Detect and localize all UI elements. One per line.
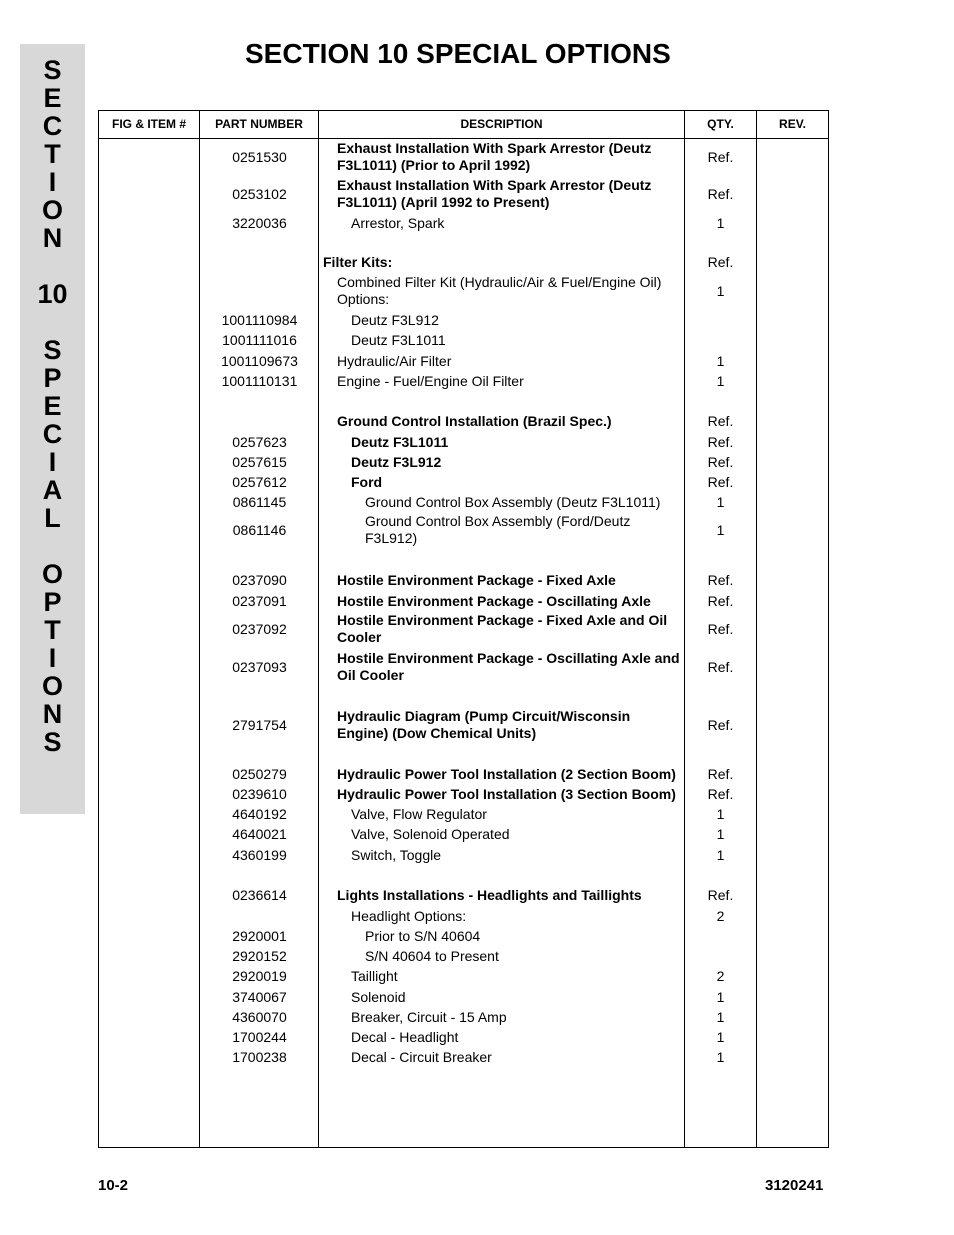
table-row [99,824,828,844]
qty-cell: 1 [716,353,725,369]
table-row [99,274,828,308]
table-row [99,591,828,611]
qty-cell: Ref. [707,149,734,165]
table-row [99,906,828,926]
side-tab-letter: I [48,643,57,673]
qty-cell: Ref. [707,717,734,733]
description-cell: Hydraulic Power Tool Installation (3 Section Boom) [337,785,676,802]
qty-cell: Ref. [707,621,734,637]
description-cell: Deutz F3L912 [351,453,442,470]
qty-cell: 1 [716,283,725,299]
side-tab-letter: S [43,335,62,365]
header-qty: QTY. [707,117,734,131]
part-number-cell: 3220036 [232,215,287,231]
qty-cell: Ref. [707,786,734,802]
part-number-cell: 2920019 [232,968,287,984]
qty-cell: 1 [716,1029,725,1045]
qty-cell: Ref. [707,454,734,470]
table-row [99,946,828,966]
description-cell: Ground Control Box Assembly (Deutz F3L1011) [365,493,661,510]
description-cell: Taillight [351,967,398,984]
description-cell: Hydraulic Power Tool Installation (2 Section Boom) [337,765,676,782]
description-cell: Ground Control Installation (Brazil Spec.) [337,412,612,429]
description-cell: Ford [351,473,383,490]
table-row [99,845,828,865]
table-row [99,987,828,1007]
part-number-cell: 2920001 [232,928,287,944]
table-row [99,649,828,685]
side-tab-letter: S [43,55,62,85]
part-number-cell: 0239610 [232,786,287,802]
part-number-cell: 0237091 [232,593,287,609]
description-cell: Exhaust Installation With Spark Arrestor (Deutz F3L1011) (April 1992 to Present) [337,177,652,210]
description-cell: Hydraulic/Air Filter [337,352,452,369]
part-number-cell: 1700238 [232,1049,287,1065]
qty-cell: Ref. [707,572,734,588]
qty-cell: Ref. [707,766,734,782]
description-cell: Exhaust Installation With Spark Arrestor (Deutz F3L1011) (Prior to April 1992) [337,140,652,173]
side-tab-letter: S [43,727,62,757]
side-tab-letter: E [43,391,62,421]
table-row [99,351,828,371]
qty-cell: Ref. [707,413,734,429]
part-number-cell: 0250279 [232,766,287,782]
table-row [99,252,828,272]
table-row [99,611,828,647]
side-tab-letter: P [43,363,62,393]
table-row [99,310,828,330]
description-cell: Hostile Environment Package - Fixed Axle [337,571,616,588]
table-row [99,432,828,452]
table-row [99,139,828,175]
header-description: DESCRIPTION [460,117,543,131]
side-tab-letter: N [42,699,63,729]
description-cell: Prior to S/N 40604 [365,927,481,944]
table-row [99,764,828,784]
description-cell: Breaker, Circuit - 15 Amp [351,1008,507,1025]
table-row [99,411,828,431]
part-number-cell: 0251530 [232,149,287,165]
description-cell: Deutz F3L1011 [351,331,446,348]
table-row [99,213,828,233]
qty-cell: Ref. [707,887,734,903]
description-cell: Hostile Environment Package - Fixed Axle and Oil Cooler [337,612,668,645]
side-tab-letter: L [44,503,61,533]
part-number-cell: 0861145 [232,494,287,510]
side-tab-letter: A [42,475,63,505]
part-number-cell: 1700244 [232,1029,287,1045]
part-number-cell: 4360199 [232,847,287,863]
part-number-cell: 3740067 [232,989,287,1005]
side-tab-letter: E [43,83,62,113]
qty-cell: 1 [716,494,725,510]
side-tab-letter: I [48,167,57,197]
page-title: SECTION 10 SPECIAL OPTIONS [245,38,671,69]
part-number-cell: 0237092 [232,621,287,637]
table-row [99,966,828,986]
table-row [99,1027,828,1047]
description-cell: Deutz F3L912 [351,311,439,328]
header-rev: REV. [779,117,806,131]
table-row [99,784,828,804]
qty-cell: Ref. [707,659,734,675]
table-row [99,330,828,350]
part-number-cell: 0257623 [232,434,287,450]
description-cell: Valve, Solenoid Operated [351,825,510,842]
table-row [99,885,828,905]
header-fig-item: FIG & ITEM # [111,117,186,131]
table-row [99,926,828,946]
side-tab-letter: T [44,615,61,645]
part-number-cell: 1001110984 [221,312,298,328]
table-row [99,472,828,492]
description-cell: Filter Kits: [323,253,393,270]
qty-cell: 1 [716,373,725,389]
qty-cell: 1 [716,847,725,863]
part-number-cell: 0236614 [232,887,287,903]
qty-cell: 2 [716,908,725,924]
description-cell: Hydraulic Diagram (Pump Circuit/Wisconsin Engine) (Dow Chemical Units) [337,708,631,741]
qty-cell: 2 [716,968,725,984]
part-number-cell: 4640192 [232,806,287,822]
document-number: 3120241 [765,1177,824,1194]
table-row [99,1007,828,1027]
qty-cell: 1 [716,1049,725,1065]
header-part-number: PART NUMBER [215,117,303,131]
qty-cell: Ref. [707,434,734,450]
part-number-cell: 2920152 [232,948,287,964]
part-number-cell: 0237090 [232,572,287,588]
side-tab-letter: 10 [37,279,68,309]
qty-cell: Ref. [707,474,734,490]
part-number-cell: 0257612 [232,474,287,490]
description-cell: Solenoid [351,988,406,1005]
qty-cell: Ref. [707,254,734,270]
part-number-cell: 0861146 [232,522,287,538]
table-row [99,707,828,743]
description-cell: Ground Control Box Assembly (Ford/Deutz F3L912) [365,513,631,546]
description-cell: Hostile Environment Package - Oscillating Axle and Oil Cooler [337,650,680,683]
side-tab-letter: N [42,223,63,253]
description-cell: Valve, Flow Regulator [351,805,487,822]
side-tab-letter: T [44,139,61,169]
description-cell: Headlight Options: [351,907,467,924]
page-number: 10-2 [98,1177,129,1194]
description-cell: S/N 40604 to Present [365,947,499,964]
side-tab-letter: O [41,559,63,589]
description-cell: Combined Filter Kit (Hydraulic/Air & Fuel/Engine Oil) Options: [337,274,662,307]
qty-cell: 1 [716,1009,725,1025]
description-cell: Arrestor, Spark [351,214,445,231]
table-row [99,492,828,512]
side-tab-letter: O [41,195,63,225]
description-cell: Switch, Toggle [351,846,442,863]
part-number-cell: 1001110131 [221,373,298,389]
description-cell: Lights Installations - Headlights and Taillights [337,886,642,903]
part-number-cell: 1001109673 [221,353,298,369]
qty-cell: Ref. [707,186,734,202]
table-row [99,371,828,391]
side-tab-letter: P [43,587,62,617]
qty-cell: 1 [716,522,725,538]
description-cell: Decal - Headlight [351,1028,459,1045]
part-number-cell: 0237093 [232,659,287,675]
part-number-cell: 0257615 [232,454,287,470]
qty-cell: Ref. [707,593,734,609]
description-cell: Hostile Environment Package - Oscillating Axle [337,592,651,609]
side-tab-letter: C [42,111,63,141]
table-row [99,176,828,212]
table-row [99,804,828,824]
description-cell: Engine - Fuel/Engine Oil Filter [337,372,524,389]
qty-cell: 1 [716,806,725,822]
description-cell: Deutz F3L1011 [351,433,449,450]
table-row [99,570,828,590]
part-number-cell: 4640021 [232,826,287,842]
part-number-cell: 2791754 [232,717,287,733]
side-tab-letter: O [41,671,63,701]
table-row [99,513,828,547]
parts-table [98,110,829,1148]
qty-cell: 1 [716,826,725,842]
qty-cell: 1 [716,215,725,231]
section-side-tab [20,44,85,814]
table-row [99,1047,828,1067]
description-cell: Decal - Circuit Breaker [351,1048,492,1065]
part-number-cell: 4360070 [232,1009,287,1025]
part-number-cell: 0253102 [232,186,287,202]
qty-cell: 1 [716,989,725,1005]
side-tab-letter: C [42,419,63,449]
side-tab-letter: I [48,447,57,477]
part-number-cell: 1001111016 [222,332,297,348]
table-row [99,452,828,472]
